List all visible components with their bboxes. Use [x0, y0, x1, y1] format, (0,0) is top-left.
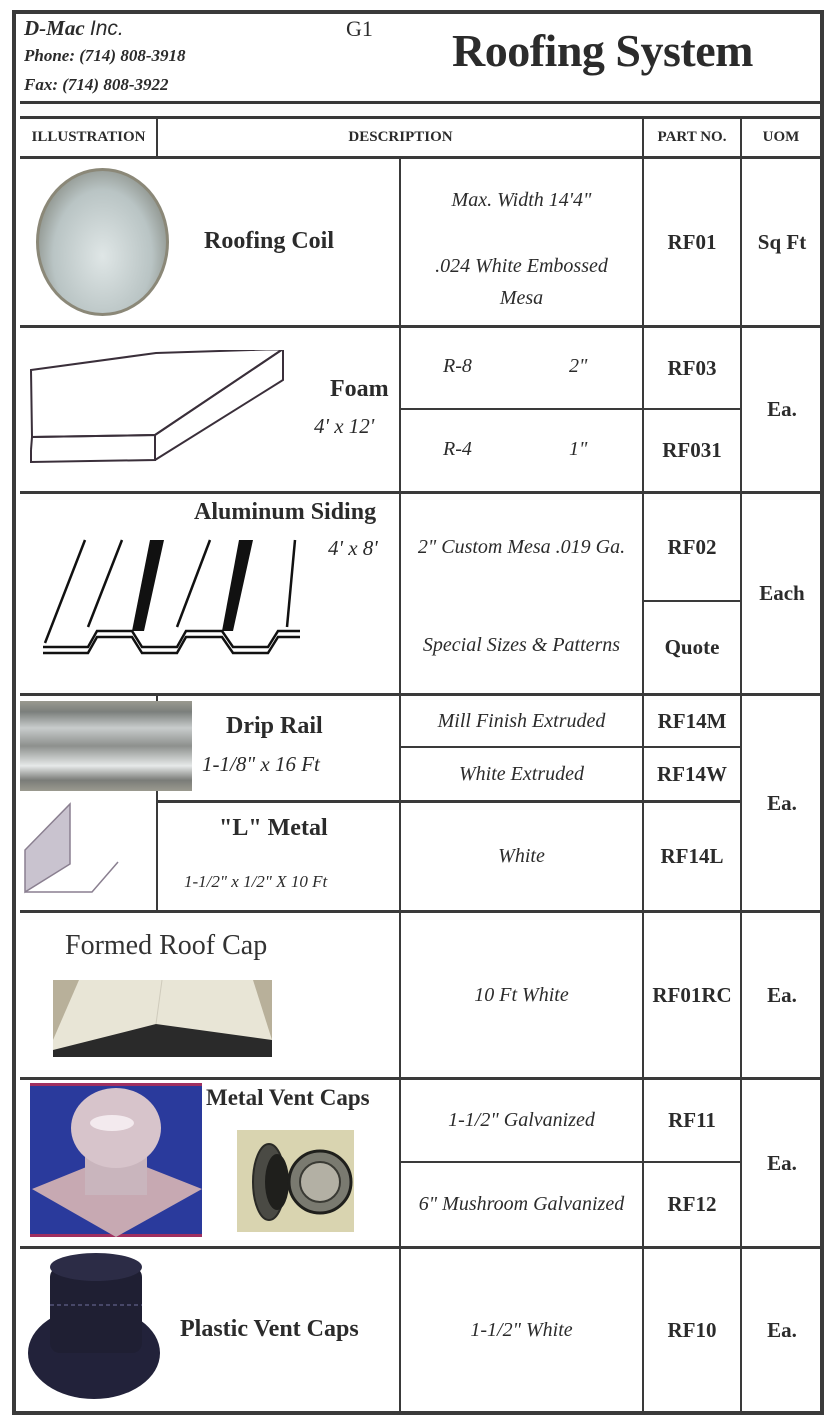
description-text: Mesa	[499, 286, 544, 309]
company-suffix: Inc.	[89, 17, 124, 40]
part-no: RF01	[667, 229, 717, 254]
phone-number: Phone: (714) 808-3918	[24, 46, 186, 65]
part-no: Quote	[664, 635, 720, 659]
part-no: RF01RC	[652, 982, 732, 1007]
metal-vent-cap-photo-collars	[237, 1130, 354, 1232]
column-header-illustration: ILLUSTRATION	[31, 129, 146, 145]
page-title: Roofing System	[452, 25, 753, 76]
description-text: 2" Custom Mesa .019 Ga.	[417, 535, 626, 558]
thickness: 2"	[569, 355, 588, 377]
product-name-roofing-coil: Roofing Coil	[204, 228, 335, 254]
product-name-formed-roof-cap: Formed Roof Cap	[65, 930, 268, 961]
part-no: RF11	[668, 1108, 716, 1132]
formed-roof-cap-photo	[53, 980, 272, 1057]
foam-board-drawing	[28, 350, 288, 465]
uom: Sq Ft	[757, 229, 807, 254]
column-header-uom: UOM	[762, 129, 800, 145]
product-name-plastic-vent-caps: Plastic Vent Caps	[180, 1316, 359, 1342]
description-text: Special Sizes & Patterns	[422, 633, 621, 656]
description-text: Max. Width 14'4"	[451, 188, 592, 211]
part-no: RF10	[667, 1317, 717, 1342]
metal-vent-cap-photo-mushroom	[30, 1083, 202, 1237]
drip-rail-photo	[20, 701, 192, 791]
thickness: 1"	[569, 438, 588, 460]
l-metal-drawing	[22, 802, 122, 902]
part-no: RF03	[667, 355, 717, 380]
part-no: RF14M	[657, 708, 727, 733]
company-name-text: D-Mac	[24, 16, 85, 40]
description-text: 6" Mushroom Galvanized	[418, 1193, 625, 1215]
product-dimensions: 1-1/8" x 16 Ft	[202, 752, 320, 776]
description-text: Mill Finish Extruded	[437, 709, 606, 732]
product-dimensions: 4' x 8'	[328, 536, 378, 560]
product-name-aluminum-siding: Aluminum Siding	[194, 499, 377, 525]
product-name-l-metal: "L" Metal	[219, 815, 328, 841]
part-no: RF14W	[657, 761, 727, 786]
description-text: R-8	[443, 355, 472, 377]
product-dimensions: 1-1/2" x 1/2" X 10 Ft	[184, 872, 328, 891]
description-text: 1-1/2" White	[470, 1318, 573, 1341]
description-text: .024 White Embossed	[435, 254, 608, 277]
aluminum-siding-drawing	[40, 535, 302, 660]
column-header-part-no: PART NO.	[657, 129, 727, 145]
part-no: RF14L	[660, 844, 724, 868]
product-dimensions: 4' x 12'	[314, 414, 375, 438]
fax-number: Fax: (714) 808-3922	[24, 75, 169, 94]
plastic-vent-cap-photo	[22, 1253, 162, 1401]
product-name-metal-vent-caps: Metal Vent Caps	[206, 1085, 370, 1110]
company-name	[24, 16, 124, 41]
column-header-description: DESCRIPTION	[348, 129, 453, 145]
uom: Each	[759, 581, 805, 605]
uom: Ea.	[767, 1150, 797, 1175]
description-text: White	[498, 845, 545, 867]
roofing-coil-photo	[36, 168, 169, 316]
description-text: R-4	[443, 438, 472, 460]
description-text: 10 Ft White	[474, 983, 569, 1006]
page-id: G1	[346, 16, 373, 41]
uom: Ea.	[767, 982, 797, 1007]
part-no: RF12	[667, 1192, 717, 1216]
product-name-foam: Foam	[330, 376, 389, 402]
product-name-drip-rail: Drip Rail	[226, 713, 323, 739]
uom: Ea.	[767, 1317, 797, 1342]
uom: Ea.	[767, 397, 797, 421]
description-text: 1-1/2" Galvanized	[448, 1109, 595, 1131]
part-no: RF02	[667, 534, 717, 559]
header-divider	[20, 101, 822, 104]
part-no: RF031	[662, 438, 722, 462]
description-text: White Extruded	[459, 762, 584, 785]
uom: Ea.	[767, 790, 797, 815]
